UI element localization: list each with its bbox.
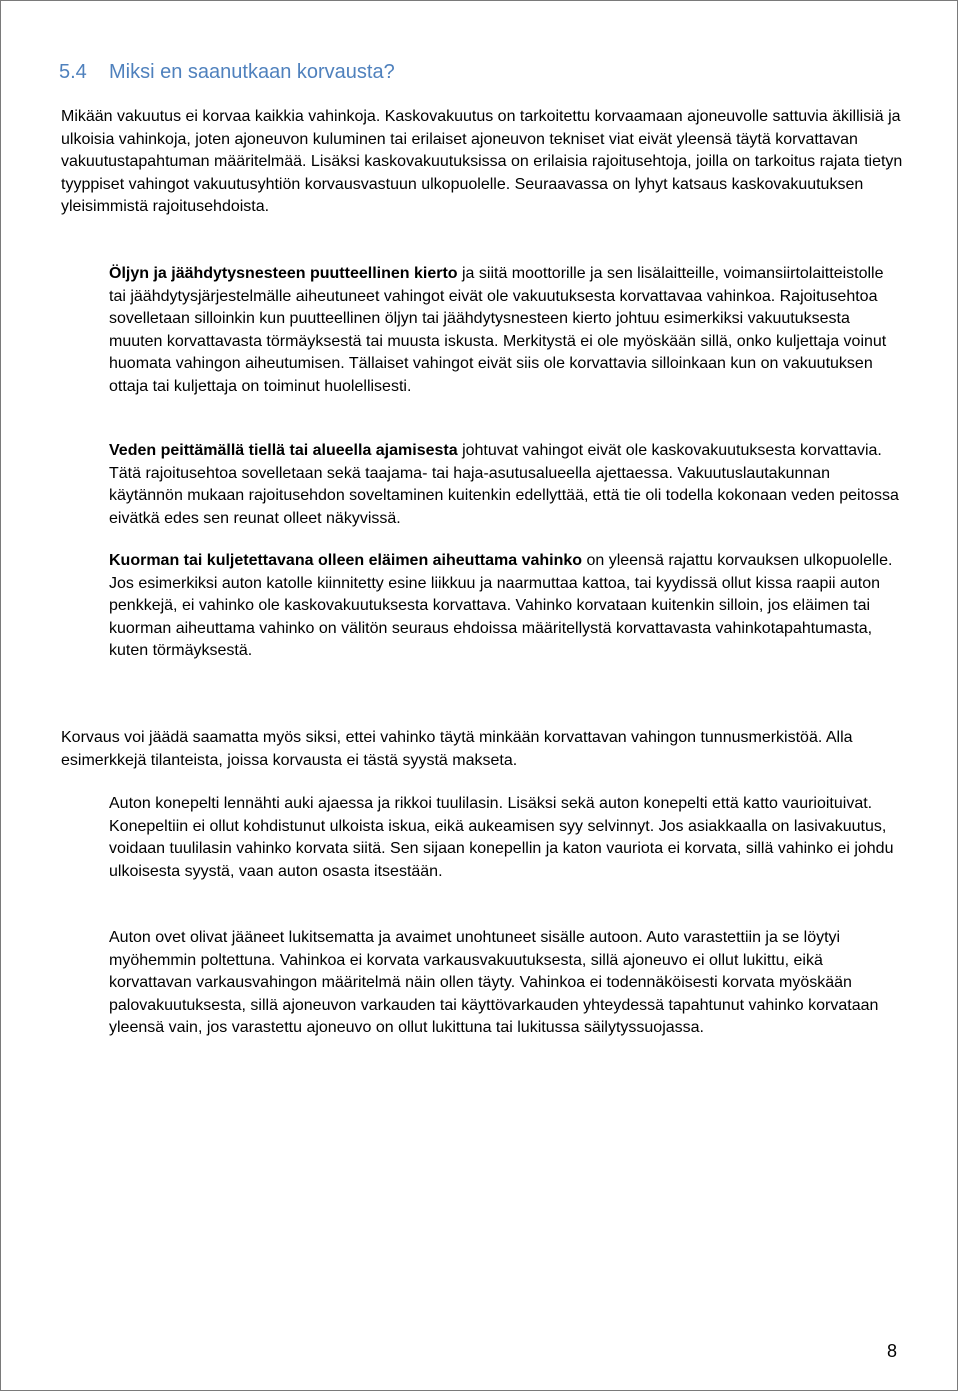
lead-paragraph: Korvaus voi jäädä saamatta myös siksi, ettei vahinko täytä minkään korvattavan vahingon tunnusmerkistöä. Alla esimerkkejä tilanteista, joissa korvausta ei tästä syystä makseta. (61, 729, 853, 769)
example-paragraph-theft: Auton ovet olivat jääneet lukitsematta ja avaimet unohtuneet sisälle autoon. Auto varastettiin ja se löytyi myöhemmin poltettuna. Vahinkoa ei korvata varkausvakuutuksesta, sillä ajoneuvo ei ollut lukittu, eikä korvattavan varkausvahingon määritelmä näin ollen täyty. Vahinkoa ei todennäköisesti korvata myöskään palovakuutuksesta, sillä ajoneuvon varkauden tai käyttövarkauden yhteydessä tapahtunut vahinko korvataan yleensä vain, jos varastettu ajoneuvo on ollut lukittuna tai lukitussa säilytyssuojassa. (109, 929, 879, 1037)
restriction-paragraph-water (109, 440, 899, 530)
intro-paragraph: Mikään vakuutus ei korvaa kaikkia vahinkoja. Kaskovakuutus on tarkoitettu korvaamaan ajoneuvolle sattuvia äkillisiä ja ulkoisia vahinkoja, joten ajoneuvon kuluminen tai erilaiset ajoneuvon tekniset viat eivät yleensä täytä korvattavan vakuutustapahtuman määritelmää. Lisäksi kaskovakuutuksissa on erilaisia rajoitusehtoja, joilla on tarkoitus rajata tietyn tyyppiset vahingot vakuutusyhtiön korvausvastuun ulkopuolelle. Seuraavassa on lyhyt katsaus kaskovakuutuksen yleisimmistä rajoitusehdoista. (61, 108, 903, 216)
restriction-text: ja siitä moottorille ja sen lisälaitteille, voimansiirtolaitteistolle tai jäähdytysjärjestelmälle aiheutuneet vahingot eivät ole vakuutuksesta korvattavaa vahinkoa. Rajoitusehtoa sovelletaan silloinkin kun puutteellinen öljyn tai jäähdytysnesteen kierto johtuu esimerkiksi vakuutuksesta muuten korvattavasta törmäyksestä tai muusta iskusta. Merkitystä ei ole myöskään sillä, onko kuljettaja voinut huomata vahingon aiheutumisen. Tällaiset vahingot eivät siis ole korvattavia silloinkaan kun on vakuutuksen ottaja tai kuljettaja on toiminut huolellisesti. (109, 265, 887, 395)
section-title: Miksi en saanutkaan korvausta? (109, 61, 395, 83)
restriction-term: Kuorman tai kuljetettavana olleen eläimen aiheuttama vahinko (109, 552, 583, 569)
restriction-term: Öljyn ja jäähdytysnesteen puutteellinen kierto (109, 265, 458, 282)
example-paragraph-hood: Auton konepelti lennähti auki ajaessa ja rikkoi tuulilasin. Lisäksi sekä auton konepelti että katto vaurioituivat. Konepeltiin ei ollut kohdistunut ulkoista iskua, eikä aukeamisen syy selvinnyt. Jos asiakkaalla on lasivakuutus, voidaan tuulilasin vahinko korvata siitä. Sen sijaan konepellin ja katon vauriota ei korvata, sillä vahinko ei johdu ulkoisesta syystä, vaan auton osasta itsestään. (109, 795, 894, 880)
restriction-text: on yleensä rajattu korvauksen ulkopuolelle. Jos esimerkiksi auton katolle kiinnitetty esine liikkuu ja naarmuttaa kattoa, tai kyydissä ollut kissa raapii auton penkkejä, ei vahinko ole kaskovakuutuksesta korvattava. Vahinko korvataan kuitenkin silloin, jos eläimen tai kuorman aiheuttama vahinko on välitön seuraus ehdoissa määritellystä korvattavasta vahinkotapahtumasta, kuten törmäyksestä. (109, 552, 893, 660)
restriction-paragraph-oil (109, 263, 899, 399)
section-number: 5.4 (59, 61, 87, 83)
restriction-text: johtuvat vahingot eivät ole kaskovakuutuksesta korvattavia. Tätä rajoitusehtoa sovelletaan sekä taajama- tai haja-asutusalueella ajettaessa. Vakuutuslautakunnan käytännön mukaan rajoitusehdon soveltaminen kuitenkin edellyttää, että tie oli todella kokonaan veden peitossa eivätkä edes sen reunat olleet näkyvissä. (109, 442, 899, 527)
page-number: 8 (886, 1341, 897, 1361)
restriction-term: Veden peittämällä tiellä tai alueella ajamisesta (109, 442, 458, 459)
restriction-paragraph-cargo (109, 550, 899, 663)
section-heading (59, 61, 395, 84)
